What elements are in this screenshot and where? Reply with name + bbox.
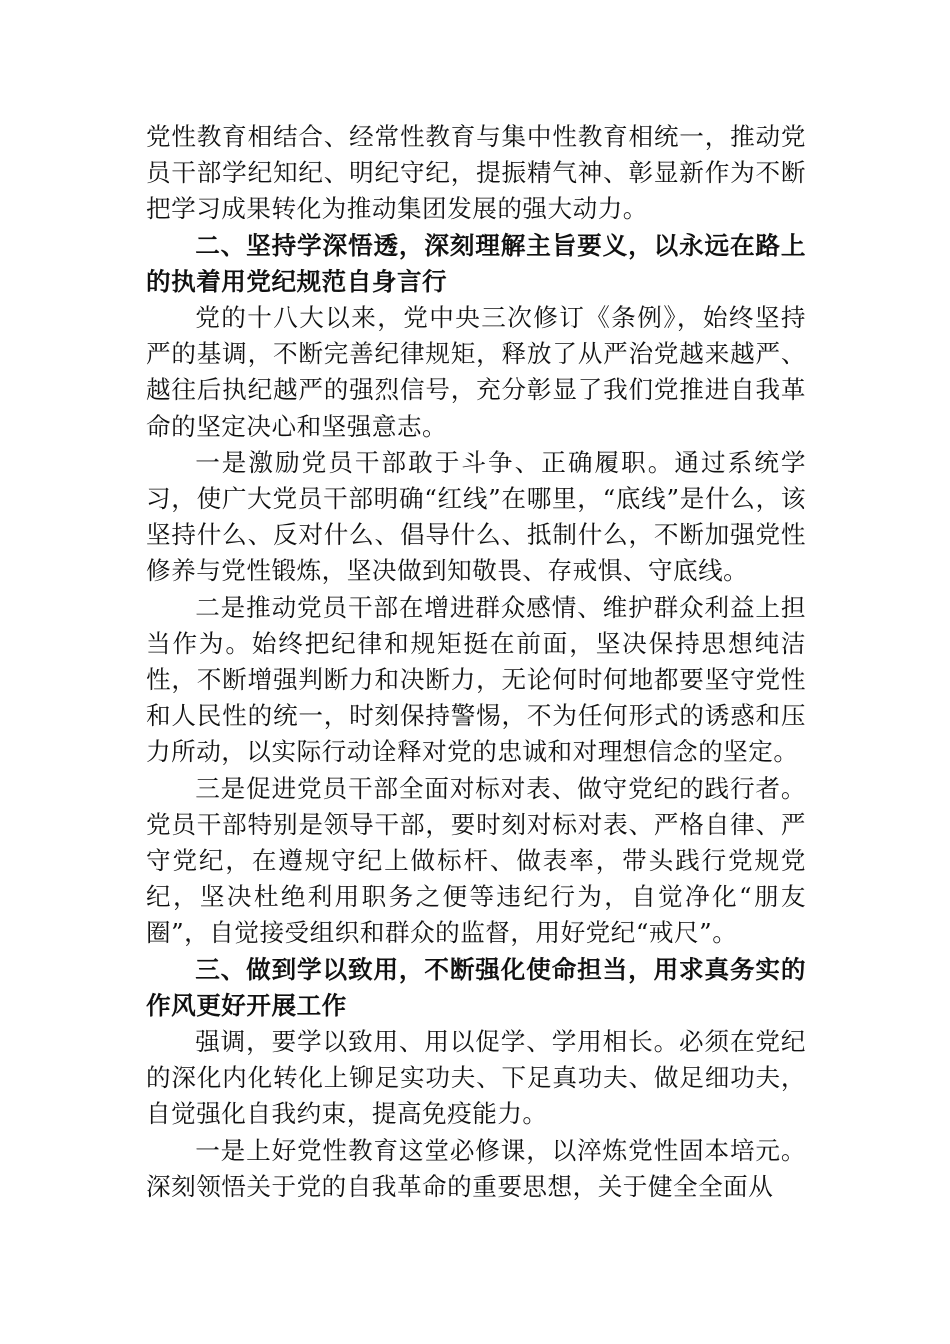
paragraph: 强调，要学以致用、用以促学、学用相长。必须在党纪的深化内化转化上铆足实功夫、下足真功夫、做足细功夫，自觉强化自我约束，提高免疫能力。 xyxy=(146,1027,806,1129)
section-heading: 三、做到学以致用，不断强化使命担当，用求真务实的作风更好开展工作 xyxy=(146,954,806,1020)
paragraph: 党性教育相结合、经常性教育与集中性教育相统一，推动党员干部学纪知纪、明纪守纪，提振精气神、彰显新作为不断把学习成果转化为推动集团发展的强大动力。 xyxy=(146,122,806,224)
paragraph: 一是激励党员干部敢于斗争、正确履职。通过系统学习，使广大党员干部明确“红线”在哪里，“底线”是什么，该坚持什么、反对什么、倡导什么、抵制什么，不断加强党性修养与党性锻炼，坚决做到知敬畏、存戒惧、守底线。 xyxy=(146,447,806,586)
section-heading: 二、坚持学深悟透，深刻理解主旨要义，以永远在路上的执着用党纪规范自身言行 xyxy=(146,230,806,296)
document-page xyxy=(146,119,806,1205)
paragraph: 三是促进党员干部全面对标对表、做守党纪的践行者。党员干部特别是领导干部，要时刻对标对表、严格自律、严守党纪，在遵规守纪上做标杆、做表率，带头践行党规党纪，坚决杜绝利用职务之便等违纪行为，自觉净化“朋友圈”，自觉接受组织和群众的监督，用好党纪“戒尺”。 xyxy=(146,773,806,948)
paragraph: 二是推动党员干部在增进群众感情、维护群众利益上担当作为。始终把纪律和规矩挺在前面，坚决保持思想纯洁性，不断增强判断力和决断力，无论何时何地都要坚守党性和人民性的统一，时刻保持警惕，不为任何形式的诱惑和压力所动，以实际行动诠释对党的忠诚和对理想信念的坚定。 xyxy=(146,592,806,767)
paragraph: 一是上好党性教育这堂必修课，以淬炼党性固本培元。深刻领悟关于党的自我革命的重要思想，关于健全全面从 xyxy=(146,1135,806,1201)
paragraph: 党的十八大以来，党中央三次修订《条例》，始终坚持严的基调，不断完善纪律规矩，释放了从严治党越来越严、越往后执纪越严的强烈信号，充分彰显了我们党推进自我革命的坚定决心和坚强意志。 xyxy=(146,303,806,441)
